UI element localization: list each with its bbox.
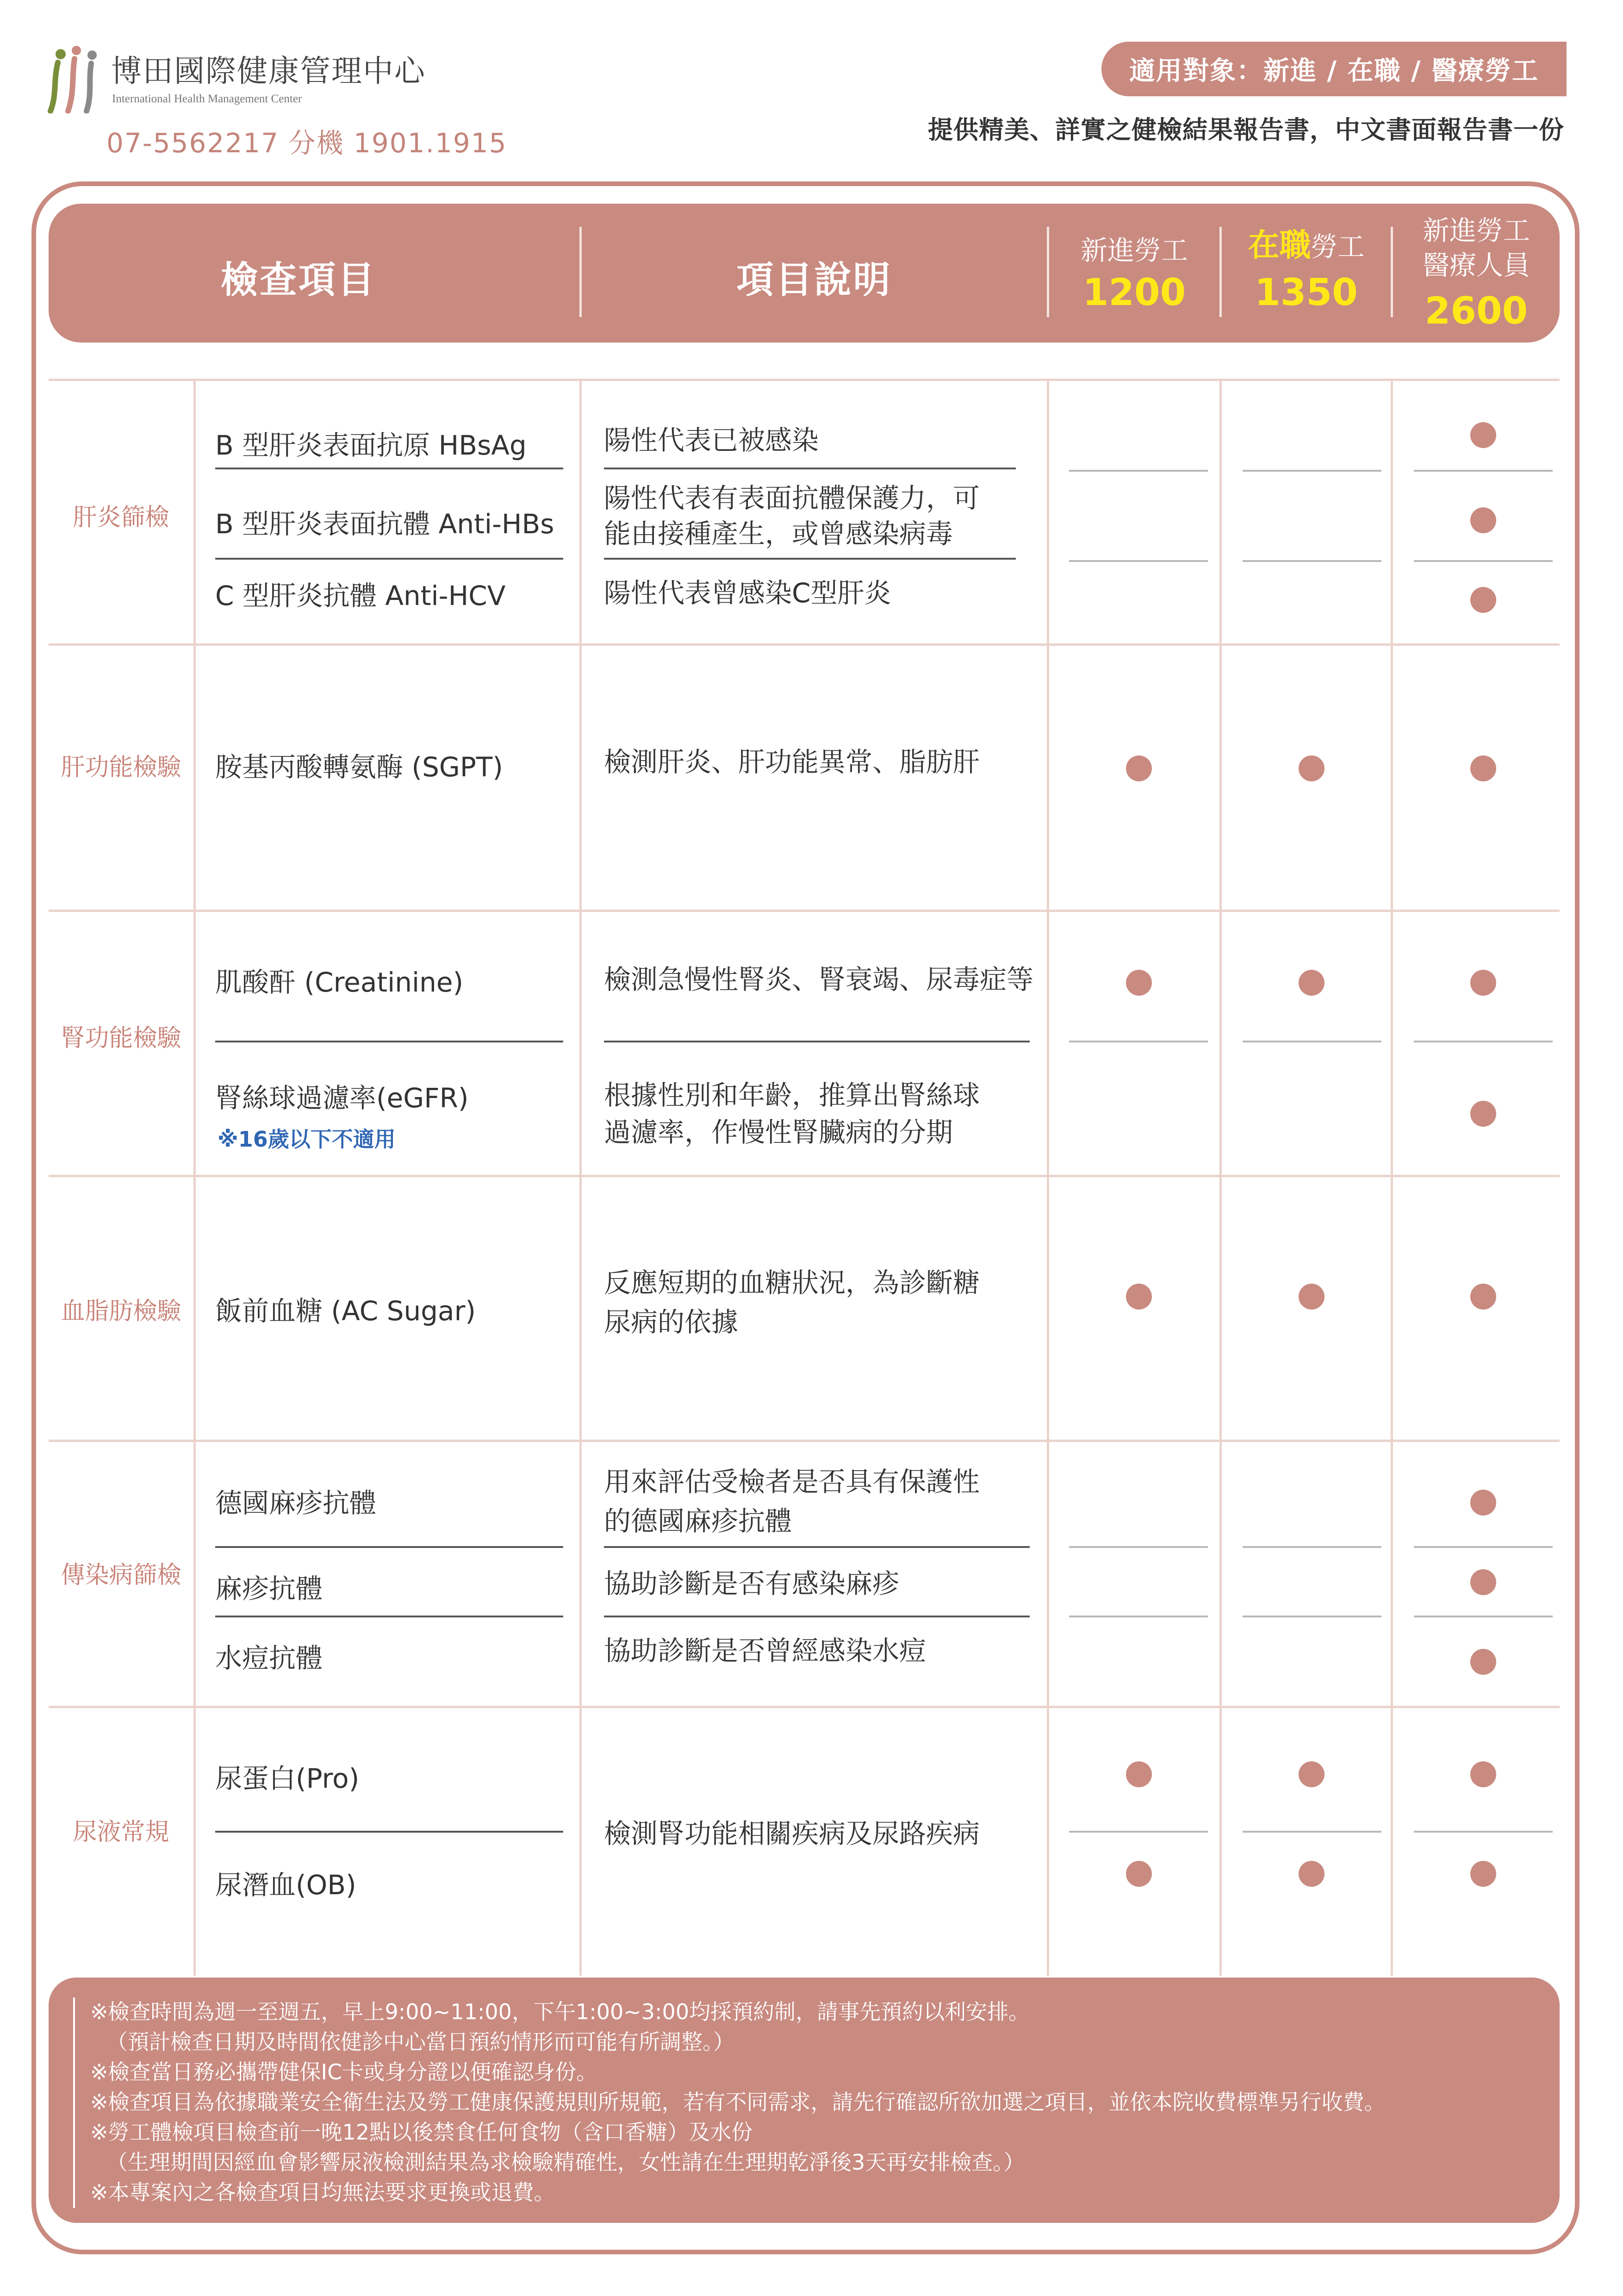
plan-1-label: 新進勞工 (1080, 235, 1188, 266)
desc-anti-hbs-2: 能由接種產生，或曾感染病毒 (604, 518, 953, 549)
category-blood-lipid: 血脂肪檢驗 (61, 1298, 181, 1325)
item-anti-hbs: B 型肝炎表面抗體 Anti-HBs (215, 508, 554, 540)
row-divider (49, 1440, 1560, 1442)
item-measles: 麻疹抗體 (215, 1573, 323, 1604)
included-dot (1470, 1569, 1496, 1595)
desc-anti-hcv: 陽性代表曾感染C型肝炎 (604, 577, 891, 609)
plan-divider (1414, 1831, 1553, 1833)
desc-divider (604, 468, 1016, 469)
note-line: ※勞工體檢項目檢查前一晚12點以後禁食任何食物（含口香糖）及水份 (90, 2120, 753, 2145)
desc-rubella-2: 的德國麻疹抗體 (604, 1505, 792, 1537)
included-dot (1470, 1761, 1496, 1787)
included-dot (1299, 970, 1325, 996)
item-creatinine: 肌酸酐 (Creatinine) (215, 967, 464, 998)
target-audience-badge: 適用對象：新進 / 在職 / 醫療勞工 (1101, 42, 1567, 96)
plan-divider (1243, 1546, 1381, 1548)
item-urine-protein: 尿蛋白(Pro) (215, 1763, 360, 1794)
included-dot (1470, 1649, 1496, 1675)
note-line: （預計檢查日期及時間依健診中心當日預約情形而可能有所調整。） (106, 2029, 734, 2054)
item-divider (215, 1546, 563, 1548)
included-dot (1299, 1284, 1325, 1310)
egfr-age-note: ※16歲以下不適用 (218, 1127, 396, 1152)
included-dot (1126, 970, 1152, 996)
included-dot (1470, 1861, 1496, 1887)
included-dot (1470, 507, 1496, 533)
included-dot (1470, 970, 1496, 996)
row-divider (49, 1706, 1560, 1708)
plan-divider (1069, 470, 1208, 472)
phone-number: 07-5562217 分機 1901.1915 (106, 127, 507, 159)
category-hepatitis: 肝炎篩檢 (73, 504, 169, 531)
item-divider (215, 468, 563, 469)
item-divider (215, 1831, 563, 1833)
col-divider (1047, 379, 1049, 1976)
plan-divider (1069, 1831, 1208, 1833)
desc-divider (604, 558, 1016, 560)
included-dot (1126, 1861, 1152, 1887)
notes-accent-bar (73, 1997, 75, 2208)
logo-icon (44, 44, 111, 113)
plan-divider (1243, 470, 1381, 472)
desc-varicella: 協助診斷是否曾經感染水痘 (604, 1635, 927, 1666)
included-dot (1299, 1761, 1325, 1787)
plan-divider (1069, 1041, 1208, 1042)
desc-divider (604, 1041, 1030, 1042)
plan-divider (1243, 1831, 1381, 1833)
col-divider (1219, 379, 1222, 1976)
desc-ac-sugar-2: 尿病的依據 (604, 1306, 739, 1338)
included-dot (1299, 1861, 1325, 1887)
category-urinalysis: 尿液常規 (73, 1818, 169, 1846)
plan-divider (1069, 1546, 1208, 1548)
included-dot (1470, 587, 1496, 613)
desc-divider (604, 1546, 1030, 1548)
plan-2-price: 1350 (1255, 271, 1358, 314)
plan-divider (1414, 1041, 1553, 1042)
note-line: （生理期間因經血會影響尿液檢測結果為求檢驗精確性，女性請在生理期乾淨後3天再安排檢查。） (106, 2150, 1025, 2175)
item-divider (215, 558, 563, 560)
report-subtitle: 提供精美、詳實之健檢結果報告書，中文書面報告書一份 (928, 115, 1564, 144)
included-dot (1470, 1284, 1496, 1310)
plan-divider (1243, 1616, 1381, 1617)
desc-ac-sugar-1: 反應短期的血糖狀況，為診斷糖 (604, 1267, 980, 1298)
note-line: ※檢查時間為週一至週五，早上9:00~11:00，下午1:00~3:00均採預約制，請事先預約以利安排。 (90, 1999, 1030, 2024)
plan-1-price: 1200 (1082, 271, 1186, 314)
row-divider (49, 379, 1560, 381)
plan-divider (1414, 1616, 1553, 1617)
included-dot (1126, 1284, 1152, 1310)
included-dot (1470, 755, 1496, 781)
item-anti-hcv: C 型肝炎抗體 Anti-HCV (215, 580, 506, 611)
desc-egfr-1: 根據性別和年齡，推算出腎絲球 (604, 1079, 980, 1111)
desc-sgpt: 檢測肝炎、肝功能異常、脂肪肝 (604, 746, 980, 778)
item-ac-sugar: 飯前血糖 (AC Sugar) (215, 1295, 476, 1327)
desc-anti-hbs-1: 陽性代表有表面抗體保護力，可 (604, 482, 980, 514)
included-dot (1470, 1101, 1496, 1127)
item-sgpt: 胺基丙酸轉氨酶 (SGPT) (215, 751, 503, 783)
note-line: ※本專案內之各檢查項目均無法要求更換或退費。 (90, 2180, 555, 2205)
plan-divider (1069, 1616, 1208, 1617)
item-rubella: 德國麻疹抗體 (215, 1487, 377, 1519)
item-divider (215, 1616, 563, 1617)
plan-3-price: 2600 (1424, 289, 1528, 332)
plan-divider (1414, 1546, 1553, 1548)
col-divider (193, 379, 196, 1976)
plan-divider (1414, 470, 1553, 472)
desc-divider (604, 1616, 1030, 1617)
row-divider (49, 1175, 1560, 1177)
plan-divider (1414, 560, 1553, 562)
plan-divider (1243, 1041, 1381, 1042)
plan-3-label-line2: 醫療人員 (1422, 250, 1530, 281)
col-divider (579, 379, 582, 1976)
item-egfr: 腎絲球過濾率(eGFR) (215, 1082, 469, 1114)
plan-divider (1243, 560, 1381, 562)
plan-divider (1069, 560, 1208, 562)
plan-2-label: 在職勞工 (1248, 227, 1365, 264)
desc-rubella-1: 用來評估受檢者是否具有保護性 (604, 1466, 980, 1497)
desc-measles: 協助診斷是否有感染麻疹 (604, 1568, 900, 1599)
desc-hbsag: 陽性代表已被感染 (604, 424, 819, 456)
row-divider (49, 910, 1560, 912)
item-divider (215, 1041, 563, 1042)
category-infectious-disease: 傳染病篩檢 (61, 1561, 181, 1589)
included-dot (1126, 1761, 1152, 1787)
org-english-name: International Health Management Center (112, 93, 302, 105)
item-varicella: 水痘抗體 (215, 1642, 323, 1674)
included-dot (1470, 422, 1496, 448)
org-name: 博田國際健康管理中心 (111, 53, 426, 89)
col-header-item: 檢查項目 (221, 258, 376, 301)
category-kidney-function: 腎功能檢驗 (61, 1024, 181, 1052)
desc-creatinine: 檢測急慢性腎炎、腎衰竭、尿毒症等 (604, 964, 1034, 995)
included-dot (1126, 755, 1152, 781)
category-liver-function: 肝功能檢驗 (61, 754, 181, 781)
included-dot (1470, 1490, 1496, 1516)
item-hbsag: B 型肝炎表面抗原 HBsAg (215, 430, 527, 461)
desc-egfr-2: 過濾率，作慢性腎臟病的分期 (604, 1117, 953, 1148)
plan-3-label-line1: 新進勞工 (1422, 215, 1530, 246)
desc-urinalysis: 檢測腎功能相關疾病及尿路疾病 (604, 1818, 980, 1849)
included-dot (1299, 755, 1325, 781)
col-header-desc: 項目說明 (736, 258, 892, 301)
col-divider (1391, 379, 1393, 1976)
item-urine-blood: 尿潛血(OB) (215, 1869, 356, 1901)
note-line: ※檢查當日務必攜帶健保IC卡或身分證以便確認身份。 (90, 2059, 598, 2084)
note-line: ※檢查項目為依據職業安全衛生法及勞工健康保護規則所規範，若有不同需求，請先行確認所欲加選之項目，並依本院收費標準另行收費。 (90, 2090, 1386, 2115)
row-divider (49, 643, 1560, 646)
